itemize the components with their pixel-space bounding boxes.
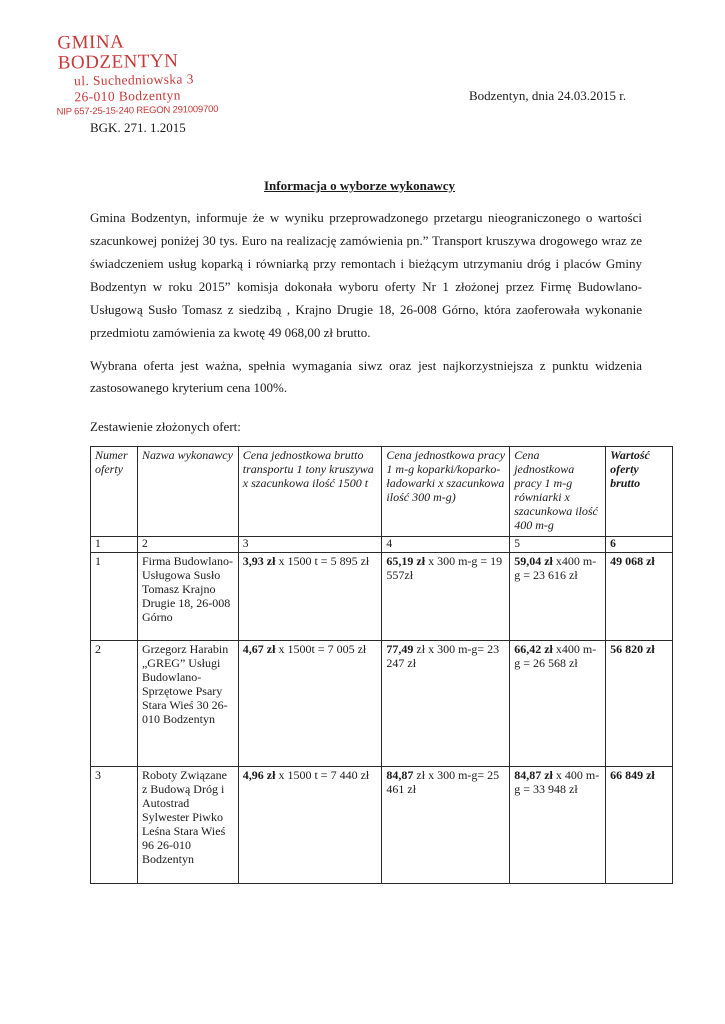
grader-price-cell (510, 767, 606, 884)
grader-calculation: x400 m-g = 23 616 zł (514, 554, 597, 582)
excavator-calculation: x 300 m-g = 19 557zł (386, 554, 503, 582)
contractor-name: Firma Budowlano-Usługowa Susło Tomasz Krajno Drugie 18, 26-008 Górno (137, 553, 238, 641)
document-date: Bodzentyn, dnia 24.03.2015 r. (469, 88, 627, 103)
excavator-unit-price: 77,49 (386, 642, 414, 656)
grader-unit-price: 59,04 zł (514, 554, 553, 568)
excavator-price-cell (382, 767, 510, 884)
column-number: 4 (382, 537, 510, 553)
excavator-calculation: zł x 300 m-g= 25 461 zł (386, 768, 500, 796)
stamp-line-nip-regon: NIP 657-25-15-240 REGON 291009700 (56, 103, 219, 118)
column-number: 1 (91, 537, 138, 553)
grader-unit-price: 66,42 zł (514, 642, 553, 656)
table-row (91, 641, 673, 767)
reference-number: BGK. 271. 1.2015 (90, 120, 186, 135)
transport-calculation: x 1500t = 7 005 zł (275, 642, 367, 656)
offer-total: 49 068 zł (606, 553, 673, 641)
offer-number: 1 (91, 553, 138, 641)
transport-price-cell (238, 767, 382, 884)
grader-price-cell (510, 553, 606, 641)
transport-unit-price: 3,93 zł (242, 554, 276, 568)
grader-unit-price: 84,87 zł (514, 768, 553, 782)
column-number: 5 (510, 537, 606, 553)
excavator-price-cell (382, 641, 510, 767)
paragraph-intro: Gmina Bodzentyn, informuje że w wyniku przeprowadzonego przetargu nieograniczonego o wartości szacunkowej poniżej 30 tys. Euro na realizację zamówienia pn.” Transport kruszywa drogowego wraz ze świadczeniem usług koparką i równiarką przy remontach i bieżącym utrzymaniu dróg i placów Gminy Bodzentyn w roku 2015” komisja dokonała wyboru oferty Nr 1 złożonej przez Firmę Budowlano-Usługową Susło Tomasz z siedzibą , Krajno Drugie 18, 26-008 Górno, która zaoferowała wykonanie przedmiotu zamówienia za kwotę 49 068,00 zł brutto. (90, 210, 642, 340)
table-row (91, 553, 673, 641)
header-offer-number: Numer oferty (91, 447, 138, 537)
column-number: 3 (238, 537, 382, 553)
grader-calculation: x400 m-g = 26 568 zł (514, 642, 597, 670)
paragraph-summary-heading: Zestawienie złożonych ofert: (90, 419, 241, 434)
transport-calculation: x 1500 t = 7 440 zł (275, 768, 370, 782)
document-title: Informacja o wyborze wykonawcy (264, 178, 456, 193)
contractor-name: Roboty Związane z Budową Dróg i Autostrad Sylwester Piwko Leśna Stara Wieś 96 26-010 Bodzentyn (137, 767, 238, 884)
header-contractor-name: Nazwa wykonawcy (137, 447, 238, 537)
excavator-unit-price: 65,19 zł (386, 554, 426, 568)
offer-number: 3 (91, 767, 138, 884)
table-header-row (91, 447, 673, 537)
offers-table (90, 446, 673, 884)
table-row (91, 767, 673, 884)
column-number: 2 (137, 537, 238, 553)
table-column-numbers-row (91, 537, 673, 553)
stamp-line-street: ul. Suchedniowska 3 (73, 71, 194, 89)
paragraph-justification: Wybrana oferta jest ważna, spełnia wymagania siwz oraz jest najkorzystniejsza z punktu widzenia zastosowanego kryterium cena 100%. (90, 358, 642, 395)
company-stamp (57, 30, 248, 119)
header-grader-price: Cena jednostkowa pracy 1 m-g równiarki x szacunkowa ilość 400 m-g (510, 447, 606, 537)
transport-price-cell (238, 641, 382, 767)
stamp-line-city: 26-010 Bodzentyn (74, 87, 182, 105)
transport-unit-price: 4,67 zł (242, 642, 276, 656)
offer-total: 56 820 zł (606, 641, 673, 767)
offer-total: 66 849 zł (606, 767, 673, 884)
transport-calculation: x 1500 t = 5 895 zł (275, 554, 370, 568)
excavator-unit-price: 84,87 (386, 768, 414, 782)
offer-number: 2 (91, 641, 138, 767)
header-transport-price: Cena jednostkowa brutto transportu 1 tony kruszywa x szacunkowa ilość 1500 t (238, 447, 382, 537)
grader-calculation: x 400 m-g = 33 948 zł (514, 768, 600, 796)
stamp-line-name: GMINA BODZENTYN (57, 31, 179, 74)
contractor-name: Grzegorz Harabin „GREG” Usługi Budowlano-Sprzętowe Psary Stara Wieś 30 26-010 Bodzentyn (137, 641, 238, 767)
transport-unit-price: 4,96 zł (242, 768, 276, 782)
excavator-price-cell (382, 553, 510, 641)
header-total-value: Wartość oferty brutto (606, 447, 673, 537)
column-number: 6 (606, 537, 673, 553)
grader-price-cell (510, 641, 606, 767)
excavator-calculation: zł x 300 m-g= 23 247 zł (386, 642, 500, 670)
header-excavator-price: Cena jednostkowa pracy 1 m-g koparki/koparko-ładowarki x szacunkowa ilość 300 m-g) (382, 447, 510, 537)
transport-price-cell (238, 553, 382, 641)
